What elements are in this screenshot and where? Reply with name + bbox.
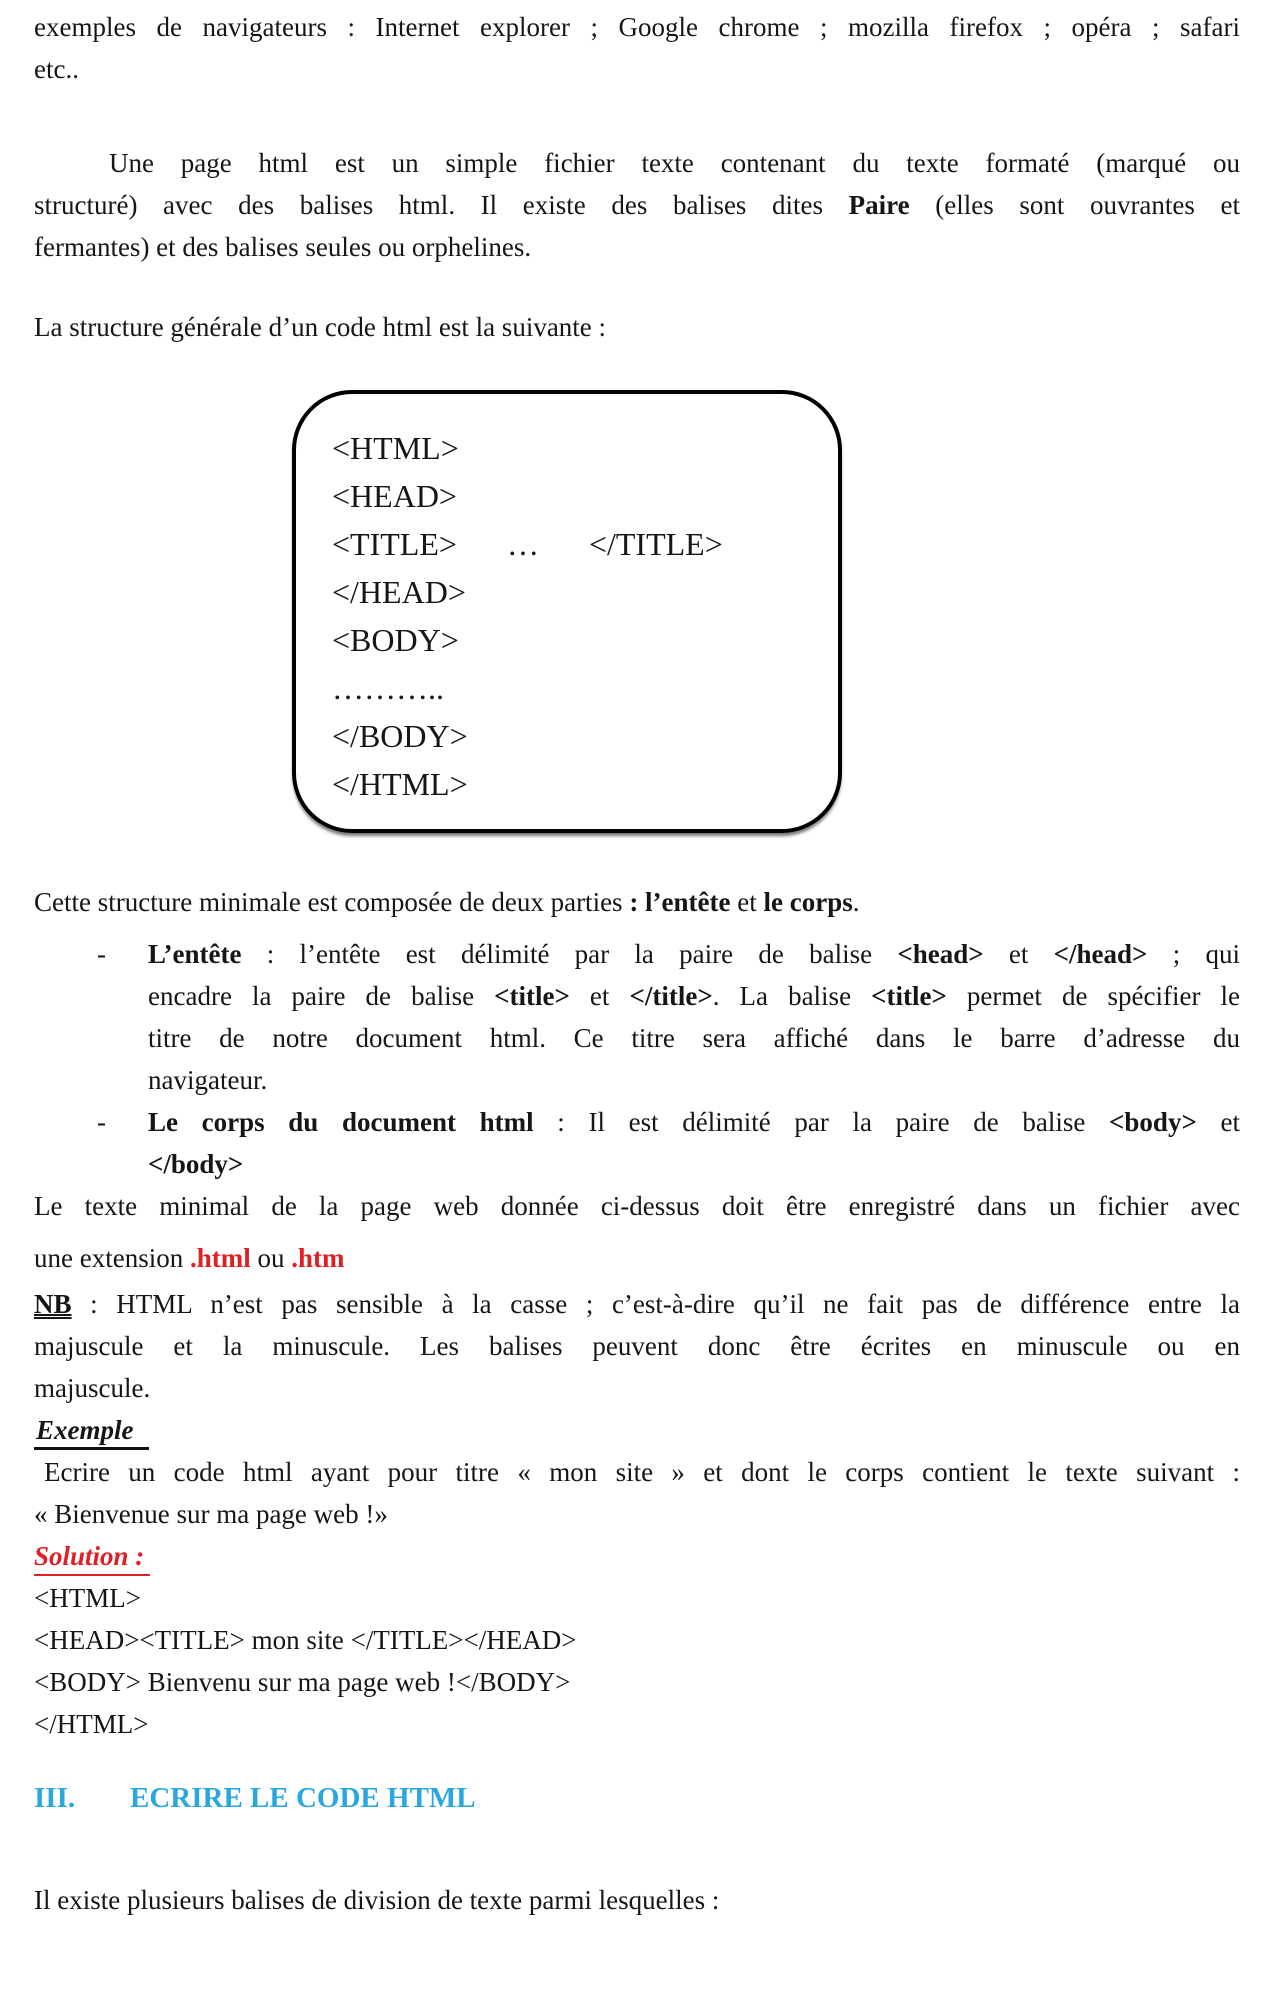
text-line bbox=[148, 933, 1240, 975]
paragraph-save-file bbox=[34, 1185, 1240, 1279]
code-line bbox=[332, 568, 828, 616]
html-structure-box bbox=[292, 390, 842, 833]
text-line bbox=[148, 1143, 1240, 1185]
text-segment: <head> bbox=[897, 939, 984, 969]
paragraph-html-page bbox=[34, 142, 1240, 268]
intro-line-browsers: exemples de navigateurs : Internet explorer ; Google chrome ; mozilla firefox ; opéra ; safari bbox=[34, 12, 1240, 42]
text-segment: ou bbox=[250, 1243, 292, 1273]
text-segment: navigateur. bbox=[148, 1065, 268, 1095]
code-line bbox=[332, 520, 828, 568]
text-segment: (elles sont ouvrantes et bbox=[909, 190, 1241, 220]
text-segment: <title> bbox=[494, 981, 570, 1011]
text-segment: ; qui bbox=[1147, 939, 1240, 969]
paragraph-nb bbox=[34, 1283, 1240, 1409]
text-segment: et bbox=[569, 981, 630, 1011]
exemple-heading-line bbox=[34, 1409, 1240, 1451]
text-segment: : HTML n’est pas sensible à la casse ; c’est-à-dire qu’il ne fait pas de différence entre la bbox=[71, 1289, 1240, 1319]
text-segment: fermantes) et des balises seules ou orphelines. bbox=[34, 232, 532, 262]
text-line bbox=[148, 1059, 1240, 1101]
text-segment: et bbox=[1196, 1107, 1240, 1137]
text-line bbox=[34, 142, 1240, 184]
text-line: Le texte minimal de la page web donnée ci-dessus doit être enregistré dans un fichier avec bbox=[34, 1191, 1240, 1221]
solution-heading: Solution : bbox=[34, 1540, 150, 1576]
text-segment: majuscule. bbox=[34, 1373, 151, 1403]
text-line bbox=[34, 184, 1240, 226]
text-line bbox=[34, 226, 1240, 268]
extension-line bbox=[34, 1237, 1240, 1279]
solution-code-line: <HEAD><TITLE> mon site </TITLE></HEAD> bbox=[34, 1625, 577, 1655]
text-segment: <HEAD> bbox=[332, 478, 457, 514]
solution-code-line: </HTML> bbox=[34, 1709, 149, 1739]
text-segment: .html bbox=[189, 1243, 251, 1273]
structure-intro-line: La structure générale d’un code html est la suivante : bbox=[34, 312, 607, 342]
section-number: III. bbox=[34, 1782, 76, 1814]
code-line bbox=[332, 472, 828, 520]
section-heading bbox=[34, 1777, 1240, 1819]
text-line bbox=[148, 1101, 1240, 1143]
text-segment: <HTML> bbox=[332, 430, 459, 466]
solution-heading-line bbox=[34, 1535, 1240, 1577]
text-segment: et bbox=[730, 887, 764, 917]
text-segment: </HEAD> bbox=[332, 574, 466, 610]
text-segment: Une page html est un simple fichier texte contenant du texte formaté (marqué ou bbox=[109, 148, 1240, 178]
intro-line-etc: etc.. bbox=[34, 54, 79, 84]
text-segment: . bbox=[852, 887, 860, 917]
text-segment: titre de notre document html. Ce titre sera affiché dans le barre d’adresse du bbox=[148, 1023, 1240, 1053]
text-segment: <TITLE> bbox=[332, 526, 457, 562]
text-segment: une extension bbox=[34, 1243, 190, 1273]
text-line bbox=[34, 1325, 1240, 1367]
text-segment: </head> bbox=[1053, 939, 1148, 969]
text-segment: majuscule et la minuscule. Les balises peuvent donc être écrites en minuscule ou en bbox=[34, 1331, 1240, 1361]
text-segment: : l’entête est délimité par la paire de balise bbox=[241, 939, 898, 969]
text-segment: ……….. bbox=[332, 670, 444, 706]
closing-line: Il existe plusieurs balises de division de texte parmi lesquelles : bbox=[34, 1885, 720, 1915]
code-line bbox=[332, 616, 828, 664]
text-line bbox=[34, 1283, 1240, 1325]
text-segment: L’entête bbox=[148, 939, 242, 969]
text-segment: et bbox=[983, 939, 1054, 969]
text-segment: . La balise bbox=[712, 981, 872, 1011]
text-line bbox=[34, 1367, 1240, 1409]
text-segment: .htm bbox=[291, 1243, 345, 1273]
text-segment: structuré) avec des balises html. Il existe des balises dites bbox=[34, 190, 849, 220]
exemple-quote-line: « Bienvenue sur ma page web !» bbox=[34, 1499, 388, 1529]
exemple-statement-line: Ecrire un code html ayant pour titre « mon site » et dont le corps contient le texte suivant : bbox=[44, 1457, 1240, 1487]
code-line bbox=[332, 712, 828, 760]
text-segment: le corps bbox=[763, 887, 853, 917]
code-line bbox=[332, 760, 828, 808]
text-line bbox=[148, 1017, 1240, 1059]
compose-line bbox=[34, 881, 1240, 923]
bullet-item-entete bbox=[34, 933, 1240, 1101]
text-segment: Cette structure minimale est composée de deux parties bbox=[34, 887, 630, 917]
text-segment: <title> bbox=[871, 981, 947, 1011]
code-line bbox=[332, 664, 828, 712]
bullet-item-corps bbox=[34, 1101, 1240, 1185]
text-line bbox=[148, 975, 1240, 1017]
text-segment: <BODY> bbox=[332, 622, 459, 658]
text-segment: permet de spécifier le bbox=[946, 981, 1240, 1011]
bullet-list bbox=[34, 933, 1240, 1185]
text-segment: : Il est délimité par la paire de balise bbox=[533, 1107, 1110, 1137]
solution-code-line: <HTML> bbox=[34, 1583, 141, 1613]
text-segment: <body> bbox=[1109, 1107, 1197, 1137]
text-segment: </HTML> bbox=[332, 766, 468, 802]
text-segment: NB bbox=[34, 1289, 72, 1319]
text-segment: … bbox=[506, 526, 539, 562]
text-segment: </title> bbox=[629, 981, 713, 1011]
bullet-dash: - bbox=[97, 1107, 106, 1137]
section-title: ECRIRE LE CODE HTML bbox=[130, 1782, 476, 1814]
text-segment: Le corps du document html bbox=[148, 1107, 534, 1137]
text-segment: : l’entête bbox=[629, 887, 731, 917]
text-segment: encadre la paire de balise bbox=[148, 981, 495, 1011]
text-segment: </BODY> bbox=[332, 718, 468, 754]
text-segment: </body> bbox=[148, 1149, 244, 1179]
solution-code-line: <BODY> Bienvenu sur ma page web !</BODY> bbox=[34, 1667, 571, 1697]
text-segment: Paire bbox=[848, 190, 910, 220]
text-segment: </TITLE> bbox=[588, 526, 723, 562]
bullet-dash: - bbox=[97, 939, 106, 969]
code-line bbox=[332, 424, 828, 472]
exemple-heading: Exemple bbox=[34, 1414, 149, 1450]
